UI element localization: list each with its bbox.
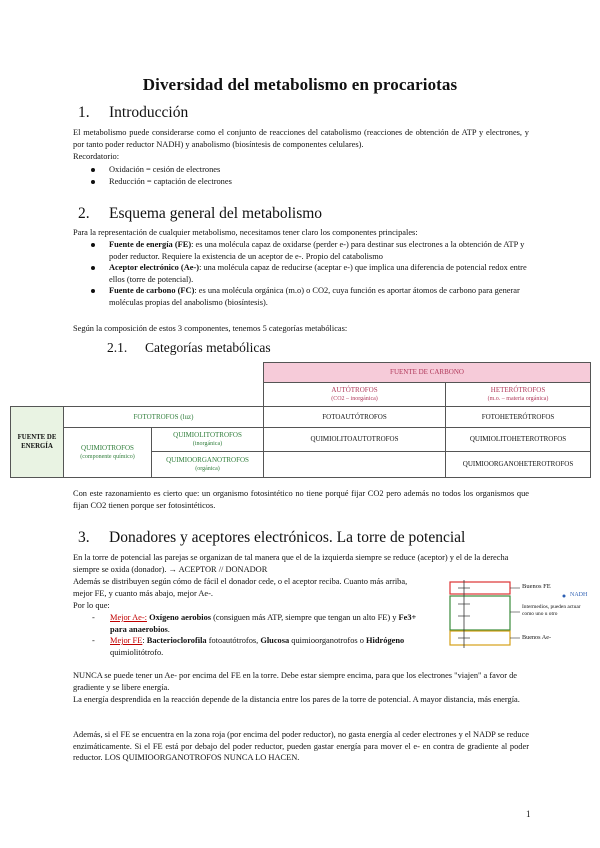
list-item: Fuente de carbono (FC): es una molécula orgánica (m.o) o CO2, cuya función es aportar átomos de carbono para generar moléculas propias del anabolismo (biosíntesis).	[88, 285, 528, 308]
section-heading-2: 2. Esquema general del metabolismo	[78, 205, 323, 222]
best-list	[92, 612, 432, 658]
heterotrofos-header: HETERÓTROFOS (m.o. – materia orgánica)	[446, 383, 591, 407]
page-number: 1	[526, 809, 531, 819]
list-item: - Mejor FE: Bacterioclorofila fotoautótrofos, Glucosa quimioorganotrofos o Hidrógeno quimiolitótrofo.	[92, 635, 432, 658]
section-heading-3: 3. Donadores y aceptores electrónicos. La torre de potencial	[78, 529, 466, 546]
quimiolitotrofos-cell: QUIMIOLITOTROFOS (inorgánica)	[152, 428, 264, 452]
fotoheterotrofos-cell: FOTOHETERÓTROFOS	[446, 407, 591, 428]
green-zone	[450, 596, 510, 630]
list-item: Reducción = captación de electrones	[88, 176, 528, 188]
autotrofos-header: AUTÓTROFOS (CO2 – inorgánica)	[264, 383, 446, 407]
tower-paragraph-1: En la torre de potencial las parejas se organizan de tal manera que el de la izquierda siempre se reduce (aceptor) y el de la derecha siempre se oxida (donador). → ACEPTOR // DONADOR	[73, 553, 509, 574]
subsection-heading: 2.1. Categorías metabólicas	[107, 340, 271, 355]
section-heading-1: 1. Introducción	[78, 104, 189, 121]
categories-intro: Según la composición de estos 3 componentes, tenemos 5 categorías metabólicas:	[73, 324, 348, 333]
components-list	[88, 239, 528, 309]
list-item: Oxidación = cesión de electrones	[88, 164, 528, 176]
page-title: Diversidad del metabolismo en procariotas	[142, 75, 458, 94]
table-conclusion: Con este razonamiento es cierto que: un organismo fotosintético no tiene porqué fijar CO2 pero además no todos los organismos que fijan CO2 tienen porque ser fotosintéticos.	[73, 489, 529, 510]
potential-tower-figure	[434, 578, 594, 650]
tower-paragraph-2: Además se distribuyen según cómo de fácil el donador cede, o el aceptor reciba. Cuanto más arriba, mejor FE, y cuanto más abajo, mejor Ae-.	[73, 577, 408, 598]
list-item: Aceptor electrónico (Ae-): una molécula capaz de reducirse (aceptar e-) que implica una diferencia de potencial redox entre ellos (torre de potencial).	[88, 262, 528, 285]
tower-paragraph-6: Además, si el FE se encuentra en la zona roja (por encima del poder reductor), no gasta energía al ceder electrones y el NADP se reduce enzimáticamente. Si el FE está por debajo del poder reductor, pueden gastar energía para mover el e- en contra de gradiente al poder reductor. LOS QUIMIOORGANOTROFOS NUNCA LO HACEN.	[73, 730, 530, 763]
fotoautotrofos-cell: FOTOAUTÓTROFOS	[264, 407, 446, 428]
list-item: - Mejor Ae-: Oxígeno aerobios (consiguen más ATP, siempre que tengan un alto FE) y Fe3+ para anaerobios.	[92, 612, 432, 635]
quimioorganoheterotrofos-cell: QUIMIOORGANOHETEROTROFOS	[446, 452, 591, 478]
carbon-source-header: FUENTE DE CARBONO	[264, 363, 591, 383]
intro-text: El metabolismo puede considerarse como el conjunto de reacciones del catabolismo (reacciones de obtención de ATP y electrones, y por tanto poder reductor NADH) y anabolismo (biosíntesis de componentes celulares).	[73, 128, 529, 149]
quimioorganotrofos-cell: QUIMIOORGANOTROFOS (orgánica)	[152, 452, 264, 478]
quimiotrofos-cell: QUIMIOTROFOS (componente químico)	[64, 428, 152, 478]
intermedios-label: Intermedios, pueden actuar como uno u otro	[522, 604, 581, 617]
energy-source-header: FUENTE DE ENERGÍA	[11, 407, 64, 478]
tower-paragraph-3: Por lo que:	[73, 601, 110, 610]
categories-table	[10, 362, 591, 478]
quimiolitoautotrofos-cell: QUIMIOLITOAUTOTROFOS	[264, 428, 446, 452]
buenos-ae-label: Buenos Ae-	[522, 634, 552, 641]
recordatorio-label: Recordatorio:	[73, 152, 120, 161]
list-item: Fuente de energía (FE): es una molécula capaz de oxidarse (perder e-) para destinar sus electrones a la obtención de ATP y poder reductor. Requiere la existencia de un aceptor de e-. Propio del catabolismo	[88, 239, 528, 262]
fototrofos-cell: FOTOTROFOS (luz)	[64, 407, 264, 428]
empty-cell	[264, 452, 446, 478]
tower-paragraph-4: NUNCA se puede tener un Ae- por encima del FE en la torre. Debe estar siempre encima, para que los electrones "viajen" a favor de gradiente y se libere energía.	[73, 671, 518, 692]
recordatorio-list	[88, 164, 528, 187]
tower-paragraph-5: La energía desprendida en la reacción depende de la distancia entre los pares de la torre de potencial. A mayor distancia, más energía.	[73, 695, 520, 704]
nadh-label: NADH	[570, 592, 588, 598]
buenos-fe-label: Buenos FE	[522, 583, 551, 590]
intro-paragraph	[73, 127, 529, 150]
components-intro: Para la representación de cualquier metabolismo, necesitamos tener claro los componentes principales:	[73, 228, 418, 237]
quimiolitoheterotrofos-cell: QUIMIOLITOHETEROTROFOS	[446, 428, 591, 452]
